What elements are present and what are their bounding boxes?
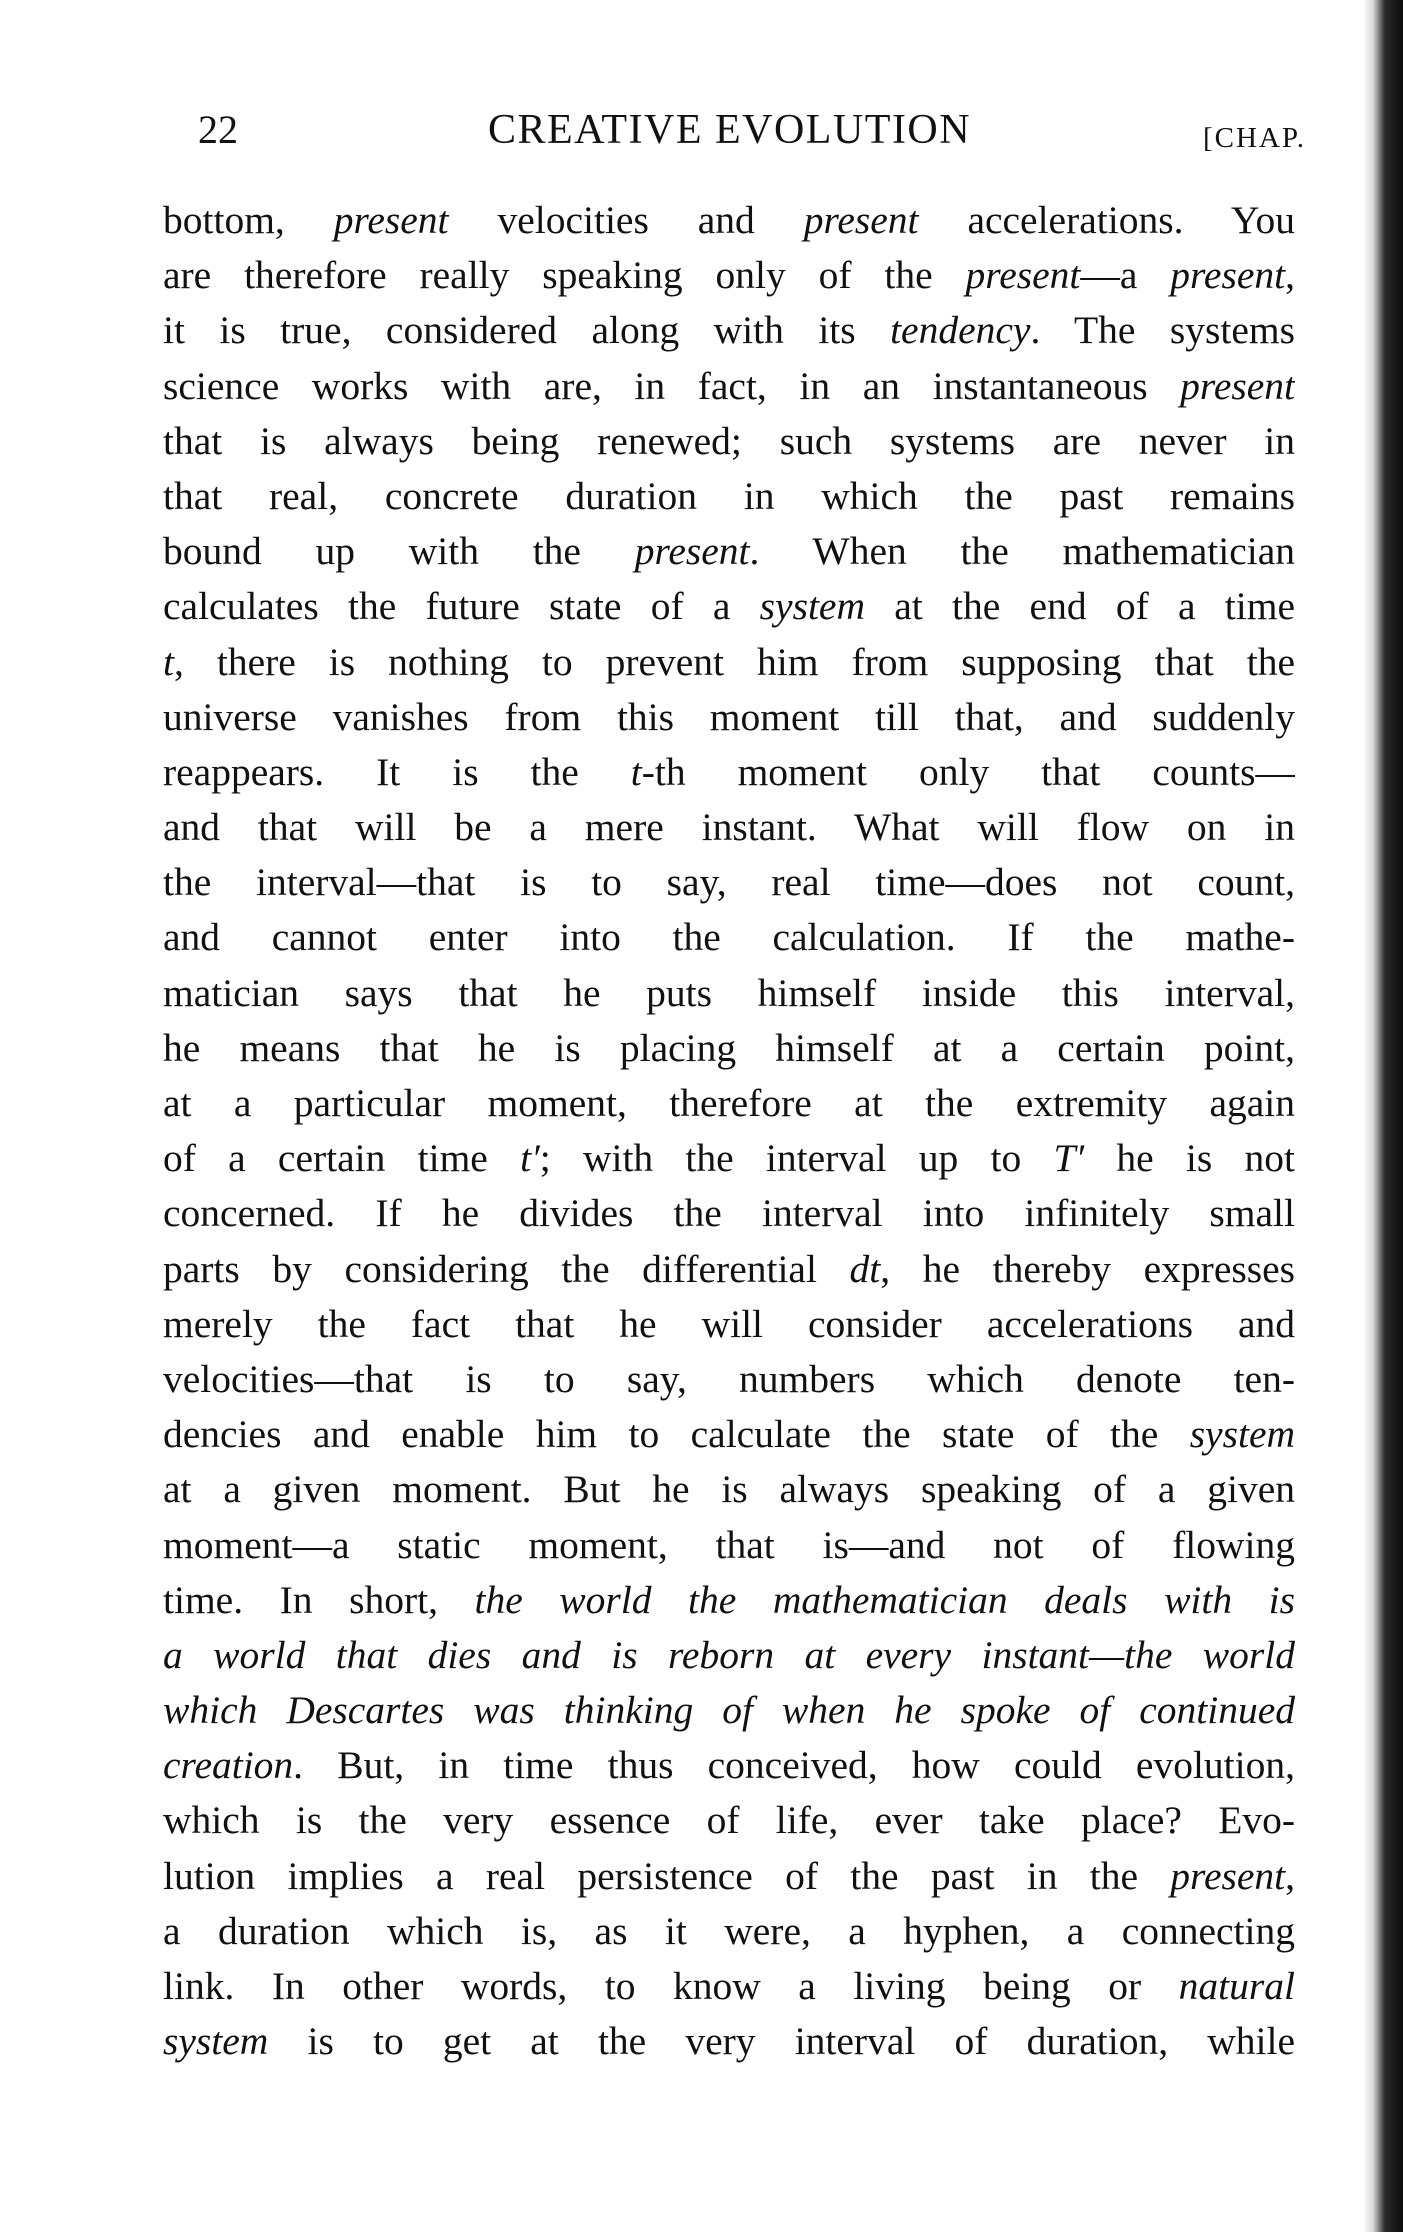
text-line: a world that dies and is reborn at every instant—the world	[163, 1632, 1295, 1677]
book-title: CREATIVE EVOLUTION	[488, 107, 972, 153]
text-line: time. In short, the world the mathematician deals with is	[163, 1577, 1295, 1622]
text-line: merely the fact that he will consider accelerations and	[163, 1301, 1295, 1346]
text-line: which Descartes was thinking of when he spoke of continued	[163, 1688, 1295, 1733]
text-line: matician says that he puts himself inside this interval,	[163, 970, 1295, 1015]
page-number: 22	[198, 107, 238, 152]
text-line: of a certain time t′; with the interval up to T′ he is not	[163, 1136, 1295, 1181]
chapter-mark: [CHAP.	[1202, 122, 1306, 154]
text-line: universe vanishes from this moment till that, and suddenly	[163, 694, 1295, 739]
text-line: the interval—that is to say, real time—does not count,	[163, 860, 1295, 905]
text-line: system is to get at the very interval of duration, while	[163, 2019, 1295, 2064]
text-line: parts by considering the differential dt, he thereby expresses	[163, 1246, 1295, 1291]
text-line: t, there is nothing to prevent him from supposing that the	[163, 639, 1295, 684]
text-line: that is always being renewed; such systems are never in	[163, 418, 1295, 463]
text-line: reappears. It is the t-th moment only that counts—	[163, 749, 1295, 794]
text-line: at a particular moment, therefore at the extremity again	[163, 1081, 1295, 1125]
text-line: link. In other words, to know a living being or natural	[163, 1964, 1295, 2008]
text-line: it is true, considered along with its tendency. The systems	[163, 308, 1295, 353]
text-line: which is the very essence of life, ever take place? Evo-	[163, 1798, 1295, 1843]
text-line: he means that he is placing himself at a certain point,	[163, 1025, 1295, 1070]
page-edge-shadow	[1363, 0, 1403, 2232]
text-line: are therefore really speaking only of the present—a present,	[163, 253, 1295, 298]
text-line: calculates the future state of a system at the end of a time	[163, 584, 1295, 629]
text-line: science works with are, in fact, in an instantaneous present	[163, 363, 1295, 408]
text-line: creation. But, in time thus conceived, how could evolution,	[163, 1743, 1295, 1788]
text-line: concerned. If he divides the interval into infinitely small	[163, 1191, 1295, 1236]
text-line: and cannot enter into the calculation. If the mathe-	[163, 915, 1295, 960]
text-line: bottom, present velocities and present accelerations. You	[163, 198, 1295, 242]
text-line: and that will be a mere instant. What will flow on in	[163, 805, 1295, 850]
text-line: a duration which is, as it were, a hyphen, a connecting	[163, 1908, 1295, 1953]
text-line: moment—a static moment, that is—and not of flowing	[163, 1522, 1295, 1567]
text-line: velocities—that is to say, numbers which denote ten-	[163, 1356, 1295, 1401]
text-line: bound up with the present. When the mathematician	[163, 529, 1295, 574]
text-line: dencies and enable him to calculate the state of the system	[163, 1412, 1295, 1457]
running-head	[198, 98, 1306, 158]
text-line: that real, concrete duration in which the past remains	[163, 473, 1295, 518]
text-line: at a given moment. But he is always speaking of a given	[163, 1467, 1295, 1512]
body-text	[163, 193, 1295, 2069]
text-line: lution implies a real persistence of the past in the present,	[163, 1853, 1295, 1898]
